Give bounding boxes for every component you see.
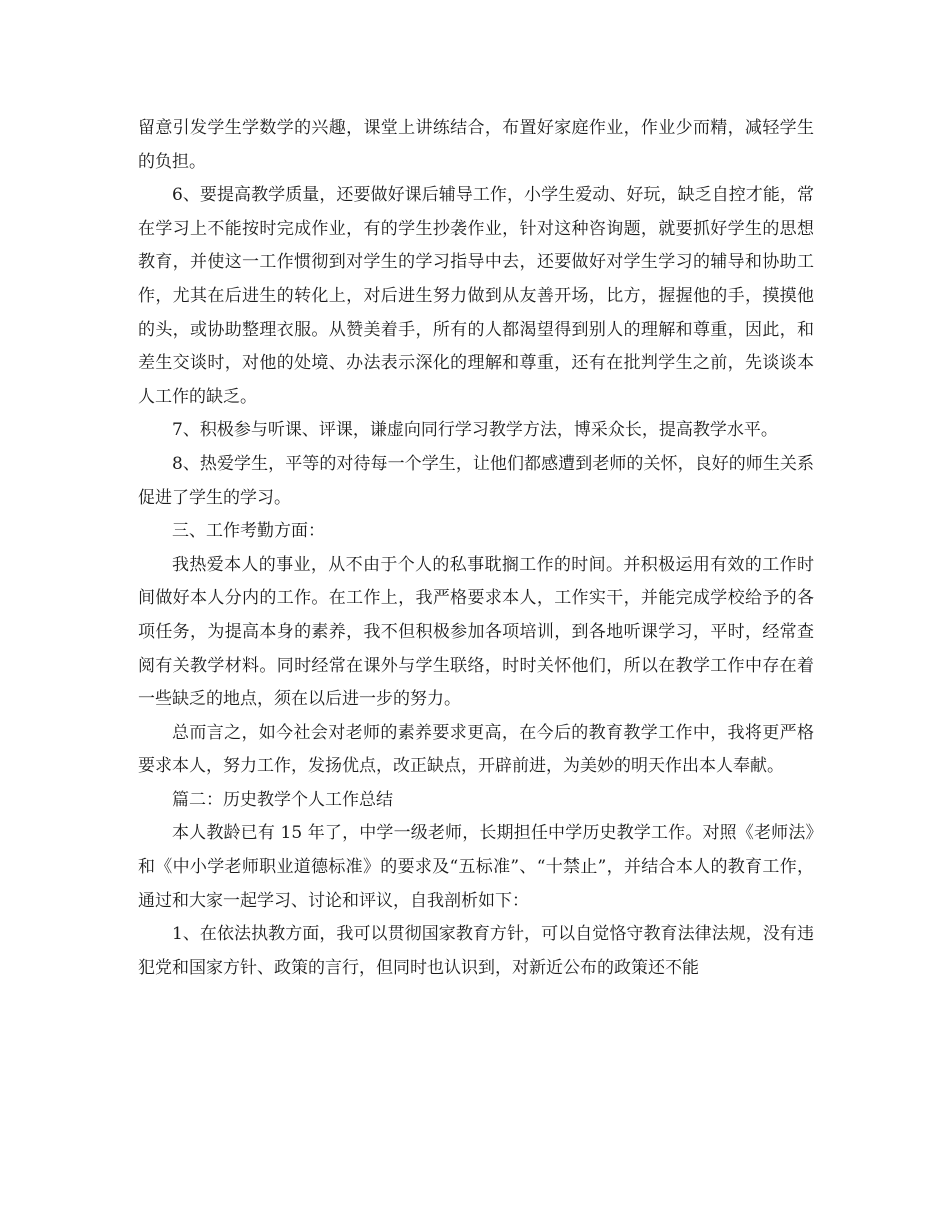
paragraph-attendance: 我热爱本人的事业，从不由于个人的私事耽搁工作的时间。并积极运用有效的工作时间做好本人分内的工作。在工作上，我严格要求本人，工作实干，并能完成学校给予的各项任务，为提高本身的素养，我不但积极参加各项培训，到各地听课学习，平时，经常查阅有关教学材料。同时经常在课外与学生联络，时时关怀他们，所以在教学工作中存在着一些缺乏的地点，须在以后进一步的努力。: [138, 554, 814, 710]
paragraph-item-6: 6、要提高教学质量，还要做好课后辅导工作，小学生爱动、好玩，缺乏自控才能，常在学习上不能按时完成作业，有的学生抄袭作业，针对这种咨询题，就要抓好学生的思想教育，并使这一工作惯彻到对学生的学习指导中去，还要做好对学生学习的辅导和协助工作，尤其在后进生的转化上，对后进生努力做到从友善开场，比方，握握他的手，摸摸他的头，或协助整理衣服。从赞美着手，所有的人都渴望得到别人的理解和尊重，因此，和差生交谈时，对他的处境、办法表示深化的理解和尊重，还有在批判学生之前，先谈谈本人工作的缺乏。: [138, 185, 814, 407]
paragraph-item-7: 7、积极参与听课、评课，谦虚向同行学习教学方法，博采众长，提高教学水平。: [172, 420, 778, 441]
paragraph-conclusion: 总而言之，如今社会对老师的素养要求更高，在今后的教育教学工作中，我将更严格要求本人，努力工作，发扬优点，改正缺点，开辟前进，为美妙的明天作出本人奉献。: [138, 722, 814, 777]
paragraph-continuation: 留意引发学生学数学的兴趣，课堂上讲练结合，布置好家庭作业，作业少而精，减轻学生的负担。: [138, 118, 814, 172]
paragraph-introduction: 本人教龄已有 15 年了，中学一级老师，长期担任中学历史教学工作。对照《老师法》和《中小学老师职业道德标准》的要求及“五标准”、“十禁止”，并结合本人的教育工作，通过和大家一起学习、讨论和评议，自我剖析如下：: [138, 823, 814, 911]
paragraph-item-1: 1、在依法执教方面，我可以贯彻国家教育方针，可以自觉恪守教育法律法规，没有违犯党和国家方针、政策的言行，但同时也认识到，对新近公布的政策还不能: [138, 924, 814, 978]
document-body: [138, 112, 814, 985]
section-heading-attendance: 三、工作考勤方面：: [172, 521, 325, 542]
paragraph-item-8: 8、热爱学生，平等的对待每一个学生，让他们都感遭到老师的关怀，良好的师生关系促进了学生的学习。: [138, 453, 814, 508]
article-heading-part-two: 篇二：历史教学个人工作总结: [172, 789, 393, 810]
